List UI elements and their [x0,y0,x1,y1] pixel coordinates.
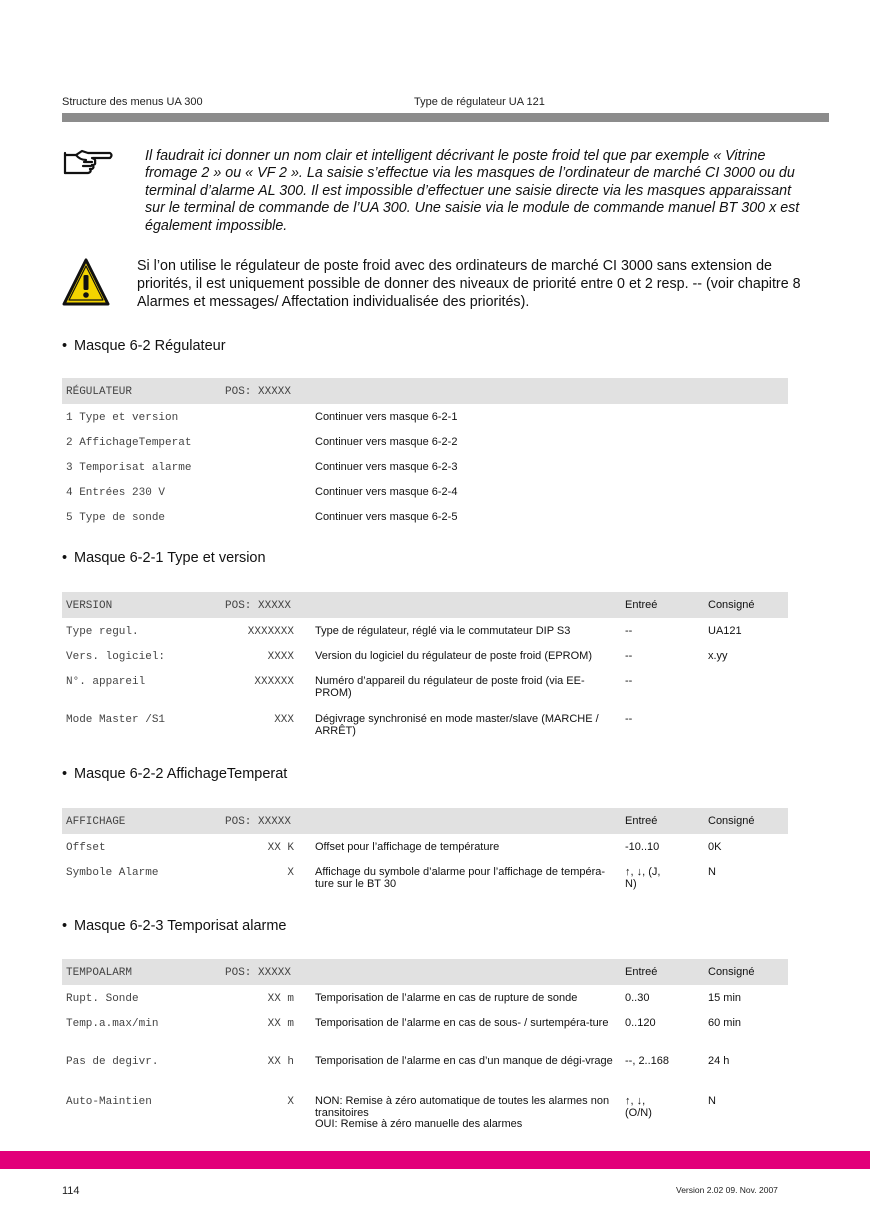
row-setpoint: x.yy [708,650,728,662]
note-text: Il faudrait ici donner un nom clair et intelligent décrivant le poste froid tel que par exemple « Vitrine fromage 2 » ou « VF 2 ». La saisie s’effectue via les masques de l’ordinateur de marché CI 3000 ou du terminal d’alarme AL 300. Il est impossible d’effectuer une saisie directe via les masques apparaissant sur le terminal de commande de l’UA 300. Une saisie via le module de commande manuel BT 300 x est également impossible. [145,148,800,234]
row-desc: Temporisation de l’alarme en cas de sous- / surtempéra-ture [315,1017,609,1029]
table-regulateur [62,378,788,529]
row-desc: Dégivrage synchronisé en mode master/slave (MARCHE / ARRÊT) [315,713,599,737]
row-setpoint: 15 min [708,992,742,1004]
header-pos: POS: XXXXX [225,600,292,612]
row-desc: Continuer vers masque 6-2-1 [315,411,458,423]
warning-text: Si l’on utilise le régulateur de poste froid avec des ordinateurs de marché CI 3000 sans extension de priorités, il est uniquement possible de donner des niveaux de priorité entre 0 et 2 resp. -- (voir chapitre 8 Alarmes et messages/ Affectation individualisée des priorités). [137,258,801,310]
table-row[interactable] [62,1048,788,1088]
row-desc: Temporisation de l’alarme en cas d’un manque de dégi-vrage [315,1055,613,1067]
header-setpoint: Consigné [708,815,755,827]
section-title-text: Masque 6-2 Régulateur [74,338,226,354]
header-entry: Entreé [625,966,658,978]
table-version [62,592,788,744]
table-row[interactable] [62,454,788,479]
header-divider [62,113,829,122]
header-setpoint: Consigné [708,599,755,611]
row-entry: -10..10 [625,841,660,853]
row-name: Mode Master /S1 [66,714,166,726]
header-name: TEMPOALARM [66,967,133,979]
table-row[interactable] [62,706,788,744]
table-row[interactable] [62,859,788,899]
section-title-text: Masque 6-2-2 AffichageTemperat [74,766,288,782]
header-center: Type de régulateur UA 121 [414,96,545,108]
section-title-version: • Masque 6-2-1 Type et version [62,550,266,566]
row-setpoint: UA121 [708,625,742,637]
table-affichage [62,808,788,899]
header-pos: POS: XXXXX [225,816,292,828]
section-title-text: Masque 6-2-3 Temporisat alarme [74,918,287,934]
header-entry: Entreé [625,599,658,611]
table-row[interactable] [62,668,788,706]
table-header [62,592,788,618]
row-name: Symbole Alarme [66,867,159,879]
row-value: XXX [274,714,294,726]
header-pos: POS: XXXXX [225,386,292,398]
row-name: 2 AffichageTemperat [66,437,192,449]
row-entry: ↑, ↓, (J, N) [625,866,661,890]
row-setpoint: 24 h [708,1055,730,1067]
row-value: XX m [267,993,294,1005]
header-pos: POS: XXXXX [225,967,292,979]
row-name: N°. appareil [66,676,146,688]
row-desc: Temporisation de l’alarme en cas de rupture de sonde [315,992,578,1004]
page-number: 114 [62,1185,80,1197]
table-header [62,378,788,404]
header-entry: Entreé [625,815,658,827]
table-tempoalarm [62,959,788,1138]
section-title-affichage: • Masque 6-2-2 AffichageTemperat [62,766,288,782]
row-name: Temp.a.max/min [66,1018,159,1030]
row-value: XX h [267,1056,294,1068]
header-name: AFFICHAGE [66,816,126,828]
table-row[interactable] [62,1088,788,1138]
row-entry: 0..30 [625,992,650,1004]
row-value: XX K [267,842,294,854]
row-entry: ↑, ↓, (O/N) [625,1095,652,1119]
row-desc: Type de régulateur, réglé via le commutateur DIP S3 [315,625,571,637]
row-name: 3 Temporisat alarme [66,462,192,474]
row-name: Auto-Maintien [66,1096,152,1108]
table-header [62,959,788,985]
row-name: Offset [66,842,106,854]
table-row[interactable] [62,479,788,504]
row-desc: Continuer vers masque 6-2-2 [315,436,458,448]
header-name: RÉGULATEUR [66,386,133,398]
table-row[interactable] [62,429,788,454]
row-entry: -- [625,675,633,687]
row-entry: -- [625,713,633,725]
row-value: XXXXXX [254,676,294,688]
table-row[interactable] [62,834,788,859]
row-desc: Offset pour l’affichage de température [315,841,500,853]
row-setpoint: 0K [708,841,722,853]
table-row[interactable] [62,404,788,429]
table-row[interactable] [62,643,788,668]
header-setpoint: Consigné [708,966,755,978]
row-name: Vers. logiciel: [66,651,166,663]
row-desc: Numéro d’appareil du régulateur de poste froid (via EE-PROM) [315,675,585,699]
section-title-tempoalarm: • Masque 6-2-3 Temporisat alarme [62,918,287,934]
row-desc: Continuer vers masque 6-2-3 [315,461,458,473]
section-title-regulateur: • Masque 6-2 Régulateur [62,338,226,354]
table-row[interactable] [62,985,788,1010]
row-name: Rupt. Sonde [66,993,139,1005]
row-entry: -- [625,650,633,662]
row-setpoint: N [708,1095,716,1107]
section-title-text: Masque 6-2-1 Type et version [74,550,266,566]
row-value: X [287,1096,294,1108]
table-header [62,808,788,834]
row-name: Type regul. [66,626,139,638]
row-desc: Continuer vers masque 6-2-4 [315,486,458,498]
row-entry: --, 2..168 [625,1055,670,1067]
row-desc: Version du logiciel du régulateur de poste froid (EPROM) [315,650,592,662]
row-entry: -- [625,625,633,637]
version-info: Version 2.02 09. Nov. 2007 [676,1185,778,1195]
row-value: XXXX [267,651,294,663]
row-setpoint: N [708,866,716,878]
row-name: 1 Type et version [66,412,179,424]
row-setpoint: 60 min [708,1017,742,1029]
row-desc: NON: Remise à zéro automatique de toutes les alarmes non transitoires OUI: Remise à zéro manuelle des alarmes [315,1095,610,1130]
row-entry: 0..120 [625,1017,656,1029]
row-name: 5 Type de sonde [66,512,166,524]
row-name: 4 Entrées 230 V [66,487,166,499]
header-name: VERSION [66,600,113,612]
table-row[interactable] [62,504,788,529]
row-value: X [287,867,294,879]
pointing-hand-icon [62,148,114,176]
table-row[interactable] [62,618,788,643]
table-row[interactable] [62,1010,788,1048]
row-value: XX m [267,1018,294,1030]
row-desc: Affichage du symbole d’alarme pour l’affichage de tempéra-ture sur le BT 30 [315,866,606,890]
row-value: XXXXXXX [247,626,294,638]
footer-accent-bar [0,1151,870,1169]
header-left: Structure des menus UA 300 [62,96,203,108]
row-name: Pas de degivr. [66,1056,159,1068]
row-desc: Continuer vers masque 6-2-5 [315,511,458,523]
warning-icon [62,258,110,308]
